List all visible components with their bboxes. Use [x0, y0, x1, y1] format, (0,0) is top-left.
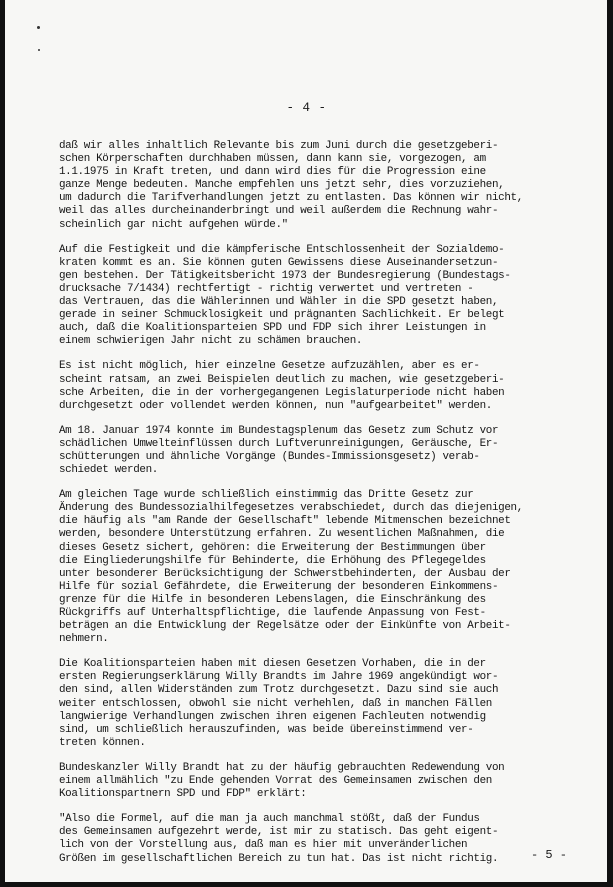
text-line: nehmern. — [59, 633, 109, 646]
text-line: auch, daß die Koalitionsparteien SPD und FDP sich ihrer Leistungen in — [59, 322, 486, 335]
text-line: weiter entschlossen, obwohl sie nicht verhehlen, daß in manchen Fällen — [59, 697, 492, 710]
text-line: weil das alles durcheinanderbringt und weil außerdem die Rechnung wahr- — [59, 205, 499, 218]
text-line: schütterungen und ähnliche Vorgänge (Bundes-Immissionsgesetz) verab- — [59, 450, 480, 463]
text-line: den sind, allen Widerständen zum Trotz durchgesetzt. Dazu sind sie auch — [59, 684, 499, 697]
text-line: 1.1.1975 in Kraft treten, und dann wird dies für die Progression eine — [59, 166, 486, 179]
text-line: durchgesetzt oder vollendet werden können, nun "aufgearbeitet" werden. — [59, 399, 492, 412]
text-line: langwierige Verhandlungen zwischen ihren eigenen Fachleuten notwendig — [59, 710, 486, 723]
text-line: ersten Regierungserklärung Willy Brandts im Jahre 1969 angekündigt wor- — [59, 671, 499, 684]
scan-speck — [37, 26, 40, 29]
text-line: kraten kommt es an. Sie können guten Gewissens diese Auseinandersetzun- — [59, 256, 499, 269]
text-line: einem schwierigen Jahr nicht zu schämen brauchen. — [59, 335, 363, 348]
text-line: Auf die Festigkeit und die kämpferische Entschlossenheit der Sozialdemo- — [59, 243, 505, 256]
scan-speck — [38, 49, 40, 51]
text-line: Bundeskanzler Willy Brandt hat zu der häufig gebrauchten Redewendung von — [59, 761, 505, 774]
next-page-indicator: - 5 - — [531, 848, 568, 862]
text-line: Hilfe für sozial Gefährdete, die Erweiterung der besonderen Einkommens- — [59, 580, 499, 593]
text-line: die Eingliederungshilfe für Behinderte, die Erhöhung des Pflegegeldes — [59, 554, 486, 567]
text-line: sche Arbeiten, die in der vorhergegangenen Legislaturperiode nicht haben — [59, 386, 505, 399]
text-line: Größen im gesellschaftlichen Bereich zu tun hat. Das ist nicht richtig. — [59, 852, 499, 865]
text-line: werden, besondere Unterstützung erfahren. Zu wesentlichen Maßnahmen, die — [59, 528, 505, 541]
text-line: unter besonderer Berücksichtigung der Schwerstbehinderten, der Ausbau der — [59, 567, 511, 580]
paragraph — [59, 140, 579, 232]
text-line: schädlichen Umwelteinflüssen durch Luftverunreinigungen, Geräusche, Er- — [59, 437, 499, 450]
text-line: scheinlich gar nicht aufgehen würde." — [59, 218, 288, 231]
text-line: beträgen an die Entwicklung der Regelsätze oder der Einkünfte von Arbeit- — [59, 620, 511, 633]
text-line: scheint ratsam, an zwei Beispielen deutlich zu machen, wie gesetzgeberi- — [59, 373, 505, 386]
text-line: grenze für die Hilfe in besonderen Lebenslagen, die Einschränkung des — [59, 593, 486, 606]
paragraph — [59, 762, 579, 801]
paragraph — [59, 425, 579, 477]
text-line: das Vertrauen, das die Wählerinnen und Wähler in die SPD gesetzt haben, — [59, 296, 499, 309]
scan-border-bottom — [0, 882, 613, 887]
text-line: treten können. — [59, 736, 146, 749]
text-line: lich von der Vorstellung aus, daß man es hier mit unveränderlichen — [59, 839, 468, 852]
text-line: Koalitionspartnern SPD und FDP" erklärt: — [59, 788, 307, 801]
text-line: Am gleichen Tage wurde schließlich einstimmig das Dritte Gesetz zur — [59, 489, 474, 502]
text-line: die häufig als "am Rande der Gesellschaft" lebende Mitmenschen bezeichnet — [59, 515, 511, 528]
text-line: des Gemeinsamen aufgezehrt werde, ist mir zu statisch. Das geht eigent- — [59, 826, 499, 839]
text-line: ganze Menge bedeuten. Manche empfehlen uns jetzt sehr, dies vorzuziehen, — [59, 179, 505, 192]
text-line: schiedet werden. — [59, 464, 158, 477]
text-line: "Also die Formel, auf die man ja auch manchmal stößt, daß der Fundus — [59, 813, 480, 826]
text-line: schen Körperschaften durchhaben müssen, dann kann sie, vorgezogen, am — [59, 153, 486, 166]
page-number: - 4 - — [286, 101, 327, 115]
text-line: Die Koalitionsparteien haben mit diesen Gesetzen Vorhaben, die in der — [59, 658, 486, 671]
text-line: gerade in seiner Schmucklosigkeit und prägnanten Sachlichkeit. Er belegt — [59, 309, 505, 322]
paragraph — [59, 360, 579, 412]
text-line: einem allmählich "zu Ende gehenden Vorrat des Gemeinsamen zwischen den — [59, 775, 492, 788]
text-line: um dadurch die Tarifverhandlungen jetzt zu entlasten. Das können wir nicht, — [59, 192, 523, 205]
scan-border-left — [0, 0, 5, 887]
text-line: sind, um schließlich herauszufinden, was beide übereinstimmend ver- — [59, 723, 474, 736]
text-line: Änderung des Bundessozialhilfegesetzes verabschiedet, durch das diejenigen, — [59, 502, 523, 515]
text-line: Rückgriffs auf Unterhaltspflichtige, die laufende Anpassung von Fest- — [59, 607, 486, 619]
paragraph — [59, 244, 579, 349]
text-line: daß wir alles inhaltlich Relevante bis zum Juni durch die gesetzgeberi- — [59, 140, 499, 152]
body-text — [59, 140, 579, 878]
paragraph — [59, 813, 579, 865]
paragraph — [59, 489, 579, 646]
text-line: dieses Gesetz sichert, gehören: die Erweiterung der Bestimmungen über — [59, 541, 486, 554]
text-line: Es ist nicht möglich, hier einzelne Gesetze aufzuzählen, aber es er- — [59, 360, 480, 373]
text-line: gen bestehen. Der Tätigkeitsbericht 1973 der Bundesregierung (Bundestags- — [59, 269, 511, 282]
text-line: drucksache 7/1434) rechtfertigt - richtig verwertet und vertreten - — [59, 282, 474, 295]
paragraph — [59, 658, 579, 750]
text-line: Am 18. Januar 1974 konnte im Bundestagsplenum das Gesetz zum Schutz vor — [59, 424, 499, 437]
scan-border-right — [607, 0, 613, 887]
